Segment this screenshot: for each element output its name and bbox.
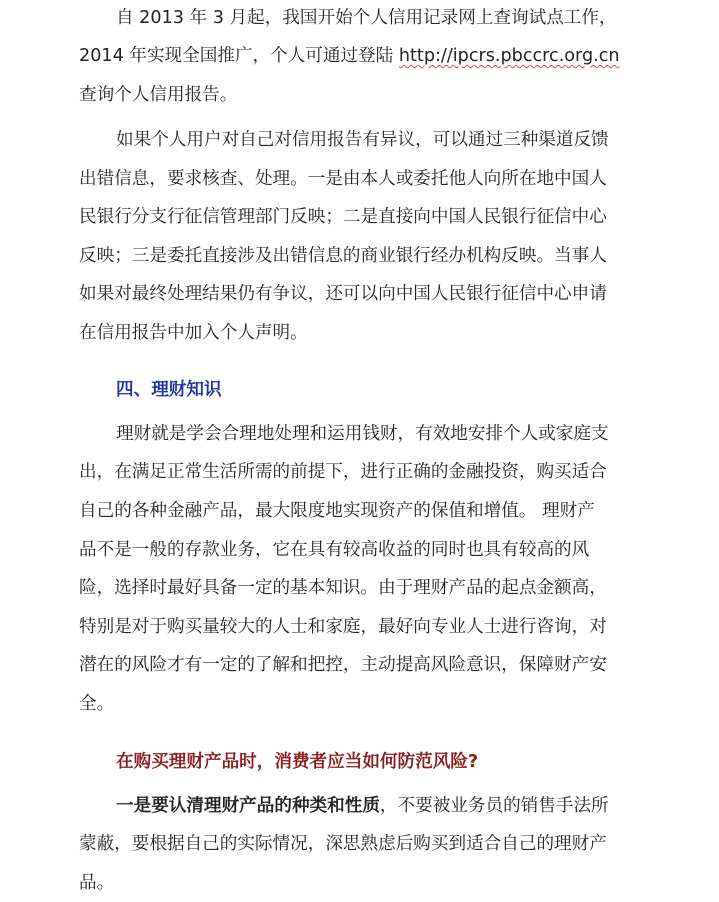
paragraph-4-line-3: 品。 — [79, 873, 115, 893]
paragraph-2-line-5: 如果对最终处理结果仍有争议，还可以向中国人民银行征信中心申请 — [79, 284, 607, 304]
paragraph-1-line-1: 自 2013 年 3 月起，我国开始个人信用记录网上查询试点工作， — [116, 8, 617, 28]
paragraph-3-line-4: 品不是一般的存款业务，它在具有较高收益的同时也具有较高的风 — [79, 540, 590, 560]
section-heading-finance: 四、理财知识 — [116, 380, 222, 400]
paragraph-3-line-8: 全。 — [79, 694, 115, 714]
paragraph-3-line-1: 理财就是学会合理地处理和运用钱财，有效地安排个人或家庭支 — [116, 424, 609, 444]
paragraph-4-line-2: 蒙蔽，要根据自己的实际情况，深思熟虑后购买到适合自己的理财产 — [79, 834, 607, 854]
paragraph-3-line-2: 出，在满足正常生活所需的前提下，进行正确的金融投资，购买适合 — [79, 462, 607, 482]
paragraph-1-line-2 — [79, 41, 620, 71]
paragraph-4-line-1 — [116, 791, 609, 821]
paragraph-4-line-1-rest: ，不要被业务员的销售手法所 — [379, 796, 609, 816]
paragraph-3-line-7: 潜在的风险才有一定的了解和把控，主动提高风险意识，保障财产安 — [79, 655, 607, 675]
credit-report-url: http://ipcrs.pbccrc.org.cn — [398, 46, 620, 66]
question-heading-risk: 在购买理财产品时，消费者应当如何防范风险? — [116, 752, 479, 772]
paragraph-1-line-3: 查询个人信用报告。 — [79, 85, 238, 105]
paragraph-2-line-1: 如果个人用户对自己对信用报告有异议，可以通过三种渠道反馈 — [116, 130, 609, 150]
paragraph-2-line-4: 反映；三是委托直接涉及出错信息的商业银行经办机构反映。当事人 — [79, 246, 607, 266]
paragraph-3-line-5: 险，选择时最好具备一定的基本知识。由于理财产品的起点金额高， — [79, 578, 607, 598]
paragraph-2-line-3: 民银行分支行征信管理部门反映；二是直接向中国人民银行征信中心 — [79, 207, 607, 227]
paragraph-3-line-3: 自己的各种金融产品，最大限度地实现资产的保值和增值。 理财产 — [79, 501, 595, 521]
paragraph-1-line-2-text: 2014 年实现全国推广，个人可通过登陆 — [79, 46, 399, 66]
paragraph-3-line-6: 特别是对于购买量较大的人士和家庭，最好向专业人士进行咨询，对 — [79, 617, 607, 637]
paragraph-2-line-6: 在信用报告中加入个人声明。 — [79, 323, 308, 343]
paragraph-4-bold-lead: 一是要认清理财产品的种类和性质 — [116, 796, 380, 816]
paragraph-2-line-2: 出错信息，要求核查、处理。一是由本人或委托他人向所在地中国人 — [79, 169, 607, 189]
